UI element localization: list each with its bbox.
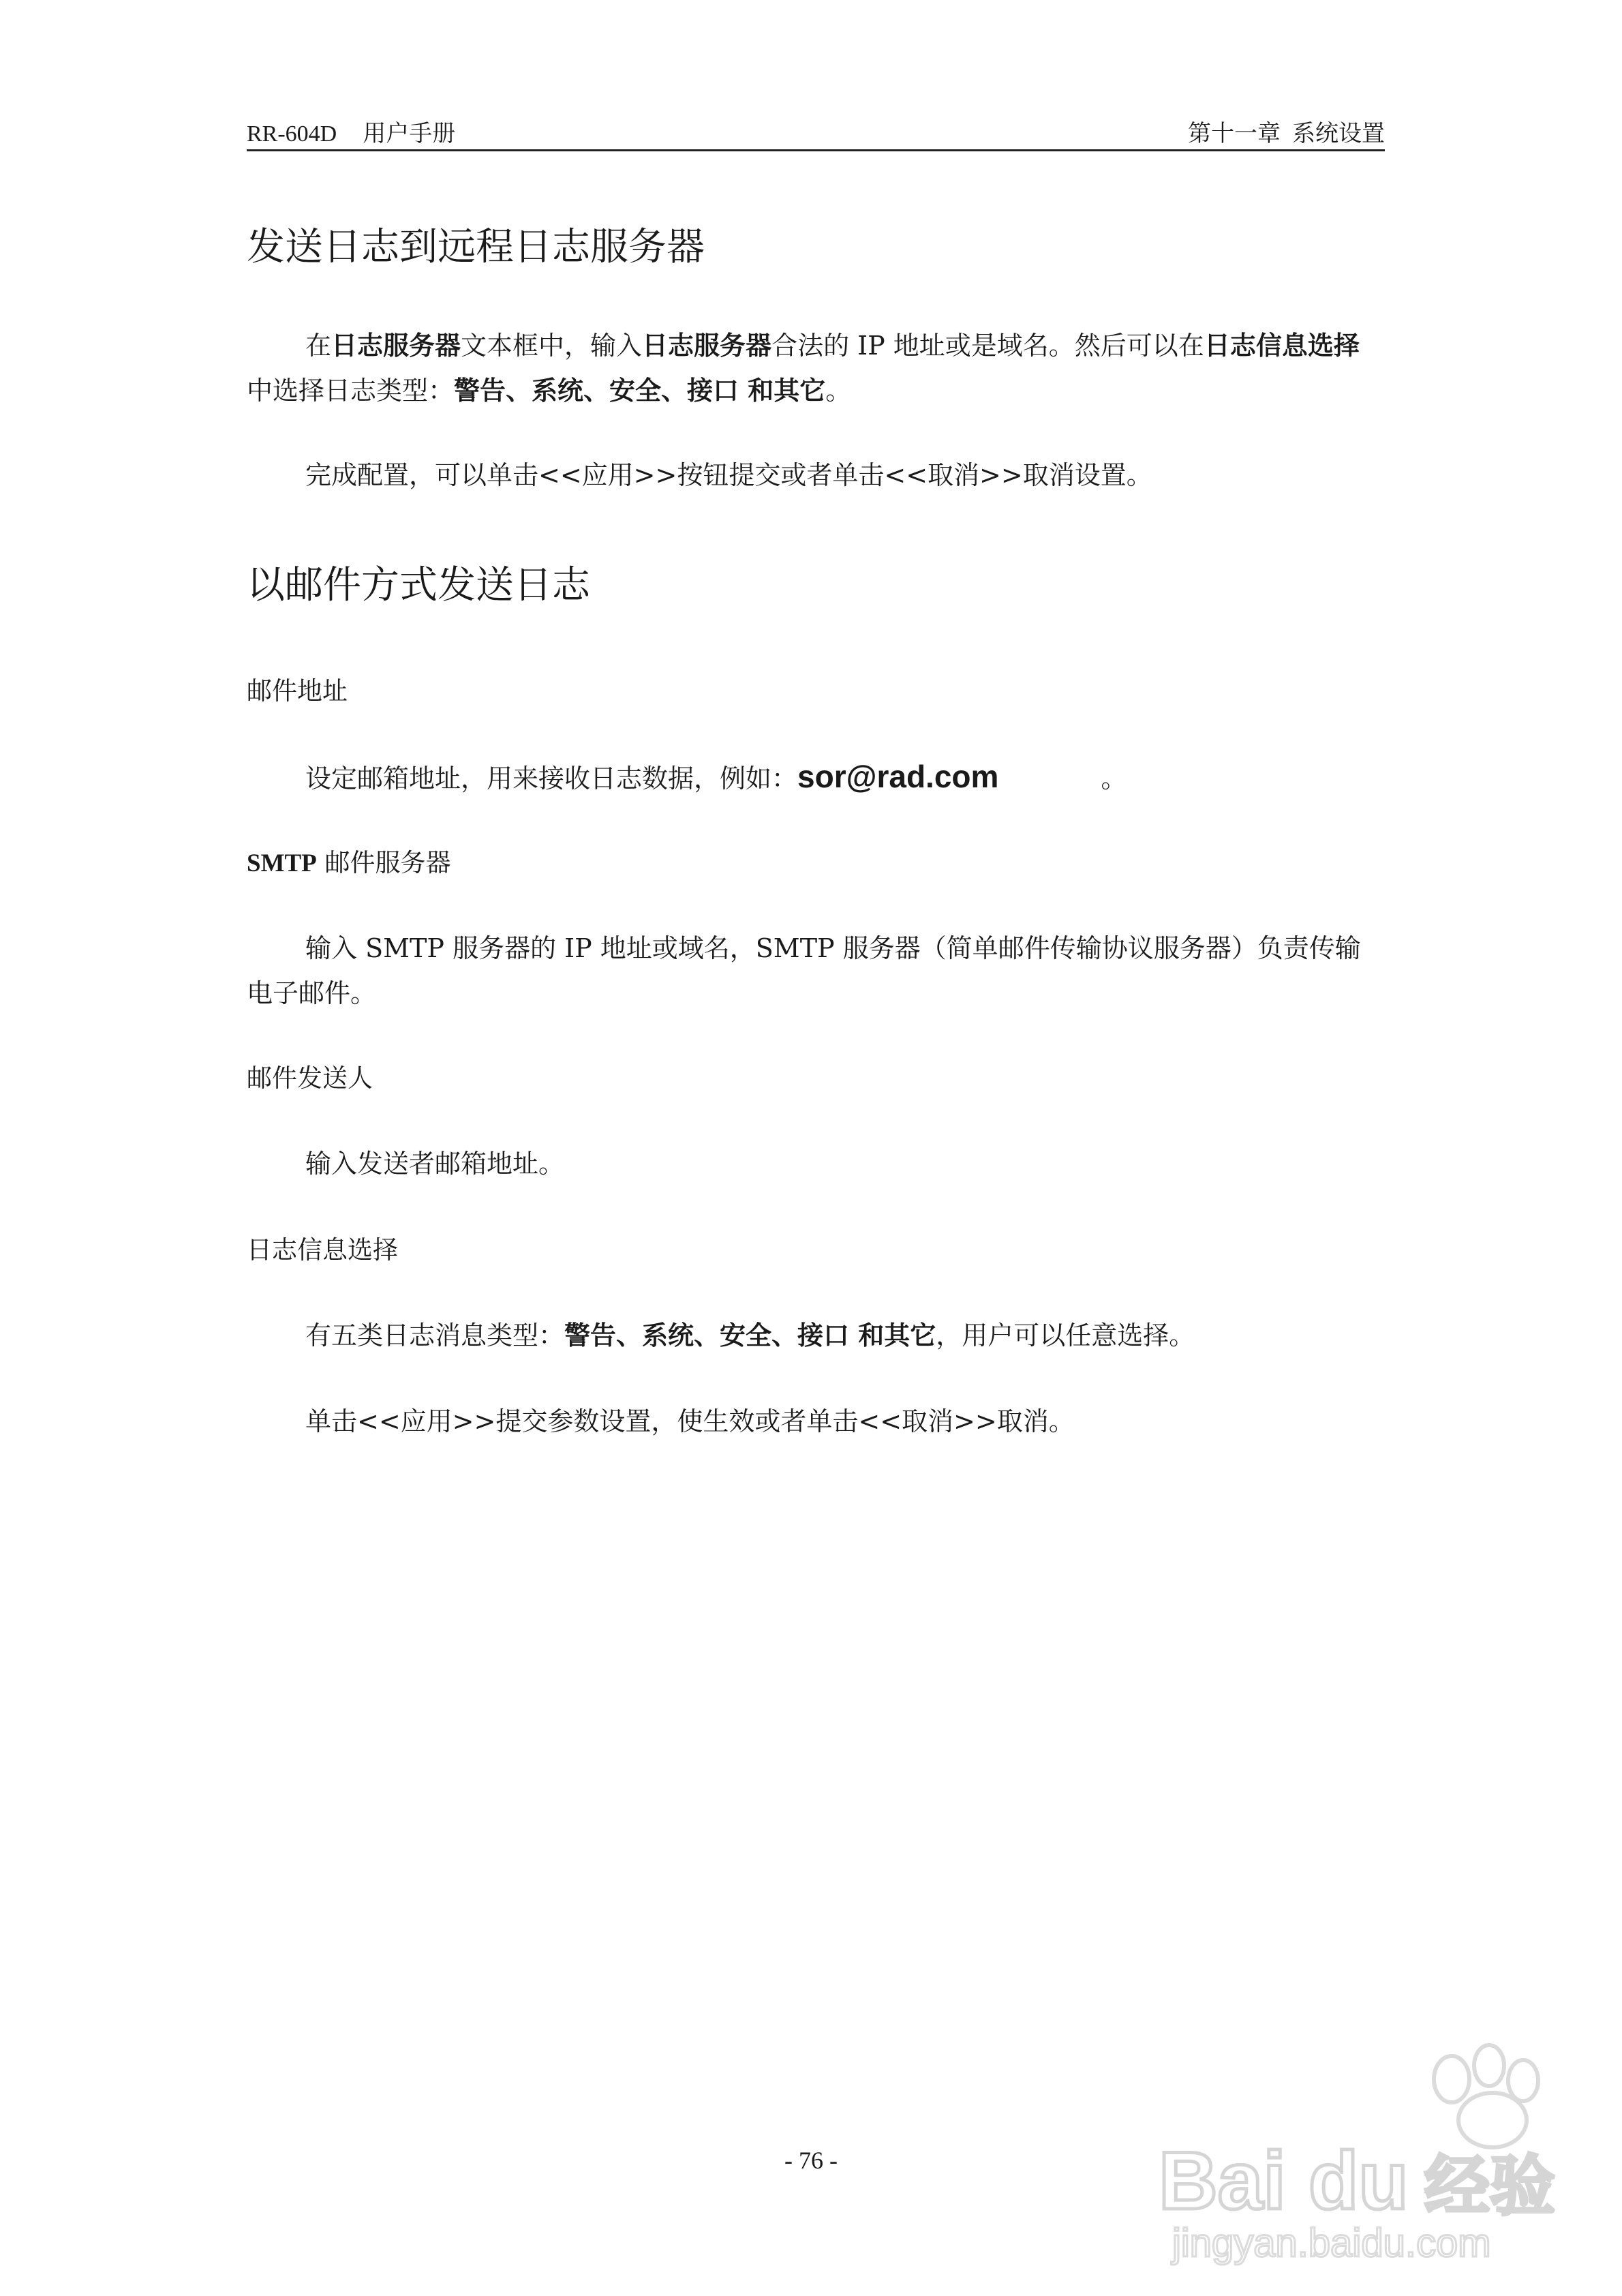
header-rule: [247, 149, 1385, 151]
heading-smtp-server: [247, 842, 451, 879]
text: 邮件服务器: [324, 848, 451, 877]
text: 。: [825, 376, 852, 406]
header-left: [247, 115, 455, 148]
svg-text:du: du: [1309, 2135, 1409, 2226]
svg-text:经验: 经验: [1424, 2148, 1555, 2224]
header-model: RR-604D: [247, 121, 337, 147]
header-chapter: 第十一章: [1188, 121, 1281, 147]
text: 。: [1101, 764, 1127, 794]
text: 合法的 IP 地址或是域名。然后可以在: [771, 331, 1204, 361]
header-right: [1188, 115, 1385, 148]
text: 有五类日志消息类型：: [305, 1320, 565, 1350]
heading-email-address: 邮件地址: [247, 676, 348, 706]
text: ，用户可以任意选择。: [936, 1320, 1195, 1350]
text: 文本框中，输入: [461, 331, 643, 361]
heading-sender: 邮件发送人: [247, 1063, 373, 1093]
paragraph-apply-cancel: 完成配置，可以单击<<应用>>按钮提交或者单击<<取消>>取消设置。: [305, 460, 1152, 490]
paragraph-apply: 单击<<应用>>提交参数设置，使生效或者单击<<取消>>取消。: [305, 1406, 1075, 1436]
text: 设定邮箱地址，用来接收日志数据，例如：: [305, 764, 798, 794]
paragraph-smtp-server: 输入 SMTP 服务器的 IP 地址或域名，SMTP 服务器（简单邮件传输协议服务器）负责传输电子邮件。: [247, 933, 1361, 1008]
text: 中选择日志类型：: [247, 376, 455, 406]
bold-term: 警告、系统、安全、接口 和其它: [564, 1320, 936, 1350]
bold-term: 警告、系统、安全、接口 和其它: [454, 375, 826, 406]
heading-log-info: 日志信息选择: [247, 1235, 398, 1265]
header-chapter-title: 系统设置: [1292, 121, 1385, 147]
paragraph-remote-log: [247, 323, 1383, 413]
bold-term: 日志信息选择: [1204, 330, 1360, 361]
text: 在: [305, 331, 332, 361]
header-manual: 用户手册: [363, 121, 456, 147]
section-title-remote-log: 发送日志到远程日志服务器: [247, 225, 705, 269]
svg-text:jingyan.baidu.com: jingyan.baidu.com: [1172, 2221, 1491, 2265]
paragraph-email-address: [247, 754, 1383, 801]
section-title-email-log: 以邮件方式发送日志: [247, 563, 590, 607]
paragraph-sender: 输入发送者邮箱地址。: [305, 1149, 565, 1179]
bold-term: 日志服务器: [331, 330, 461, 361]
svg-text:Bai: Bai: [1159, 2135, 1286, 2226]
smtp-label: SMTP: [247, 849, 317, 877]
baidu-watermark-logo: [1152, 2038, 1588, 2270]
page-number: - 76 -: [784, 2147, 838, 2174]
bold-term: 日志服务器: [642, 330, 772, 361]
paragraph-log-info: [247, 1313, 1383, 1358]
email-example: sor@rad.com: [797, 759, 999, 794]
